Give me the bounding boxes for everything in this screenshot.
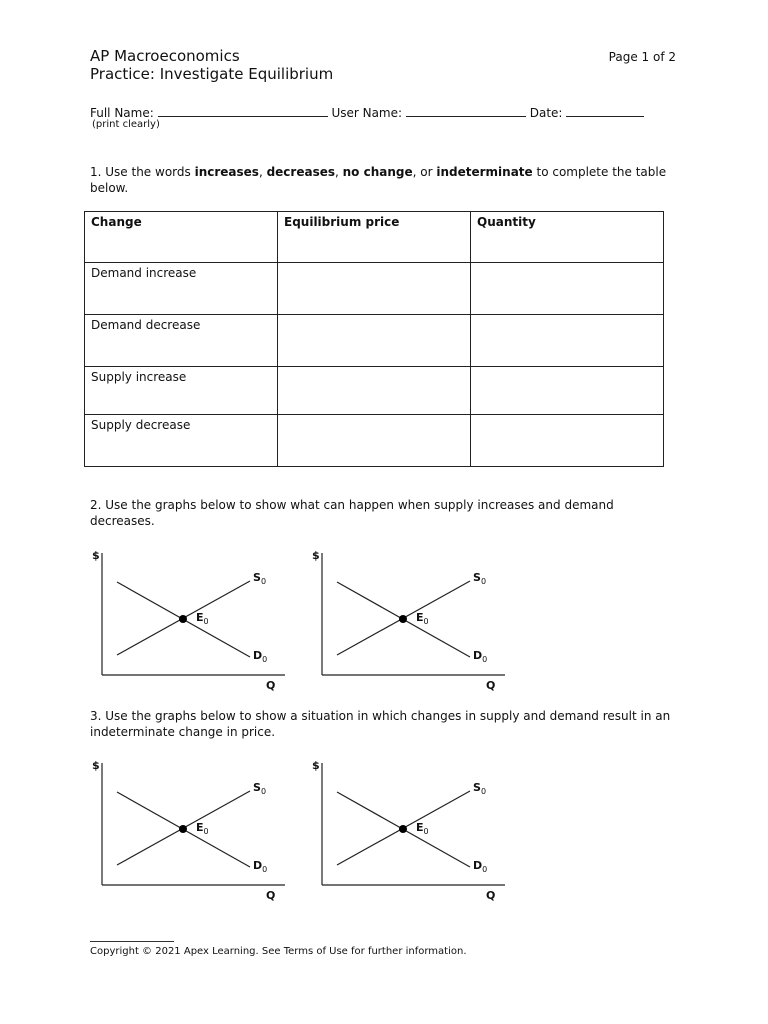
supply-demand-graph[interactable] [310,545,510,690]
date-label: Date: [529,106,563,120]
date-field[interactable] [566,104,644,117]
header-quantity: Quantity [471,212,664,263]
price-cell[interactable] [278,263,471,315]
print-note: (print clearly) [92,119,160,130]
x-axis-label: Q [266,889,276,902]
row-label: Supply decrease [85,415,278,467]
table-row [85,367,664,415]
x-axis-label: Q [266,679,276,692]
equilibrium-table [84,211,664,467]
page-number: Page 1 of 2 [608,50,676,64]
y-axis-label: $ [312,759,320,772]
question-3: 3. Use the graphs below to show a situation in which changes in supply and demand result in an indeterminate change in price. [90,709,671,739]
demand-label: $D_0$ [253,859,268,875]
table-header-row [85,212,664,263]
price-cell[interactable] [278,367,471,415]
name-line [90,104,644,120]
equilibrium-point [399,825,407,833]
table-row [85,263,664,315]
y-axis-label: $ [92,759,100,772]
equilibrium-point [179,615,187,623]
user-name-field[interactable] [406,104,526,117]
practice-title: Practice: Investigate Equilibrium [90,65,334,83]
word-indeterminate: indeterminate [436,165,533,179]
header-equilibrium-price: Equilibrium price [278,212,471,263]
x-axis-label: Q [486,889,496,902]
equilibrium-point [399,615,407,623]
word-increases: increases [194,165,259,179]
price-cell[interactable] [278,315,471,367]
graph-axes [310,755,510,900]
supply-label: $S_0$ [473,571,487,587]
course-title: AP Macroeconomics [90,47,240,65]
y-axis-label: $ [92,549,100,562]
graph-axes [90,755,290,900]
equilibrium-label: $E_0$ [416,611,429,627]
full-name-label: Full Name: [90,106,154,120]
equilibrium-label: $E_0$ [196,821,209,837]
quantity-cell[interactable] [471,263,664,315]
supply-label: $S_0$ [473,781,487,797]
header-change: Change [85,212,278,263]
graph-axes [310,545,510,690]
demand-label: $D_0$ [473,649,488,665]
quantity-cell[interactable] [471,367,664,415]
full-name-field[interactable] [158,104,328,117]
demand-label: $D_0$ [253,649,268,665]
word-decreases: decreases [266,165,335,179]
supply-demand-graph[interactable] [90,755,290,900]
equilibrium-label: $E_0$ [196,611,209,627]
graph-axes [90,545,290,690]
table-row [85,415,664,467]
row-label: Supply increase [85,367,278,415]
supply-label: $S_0$ [253,571,267,587]
row-label: Demand decrease [85,315,278,367]
row-label: Demand increase [85,263,278,315]
equilibrium-point [179,825,187,833]
y-axis-label: $ [312,549,320,562]
user-name-label: User Name: [331,106,403,120]
x-axis-label: Q [486,679,496,692]
quantity-cell[interactable] [471,315,664,367]
demand-label: $D_0$ [473,859,488,875]
copyright-notice: Copyright © 2021 Apex Learning. See Terms of Use for further information. [90,946,467,957]
question-2: 2. Use the graphs below to show what can happen when supply increases and demand decreases. [90,498,614,528]
quantity-cell[interactable] [471,415,664,467]
supply-label: $S_0$ [253,781,267,797]
price-cell[interactable] [278,415,471,467]
supply-demand-graph[interactable] [310,755,510,900]
table-row [85,315,664,367]
equilibrium-label: $E_0$ [416,821,429,837]
footer-divider [90,941,174,942]
question-1: 1. Use the words increases, decreases, no change, or indeterminate to complete the table below. [90,165,667,195]
supply-demand-graph[interactable] [90,545,290,690]
word-no-change: no change [342,165,413,179]
